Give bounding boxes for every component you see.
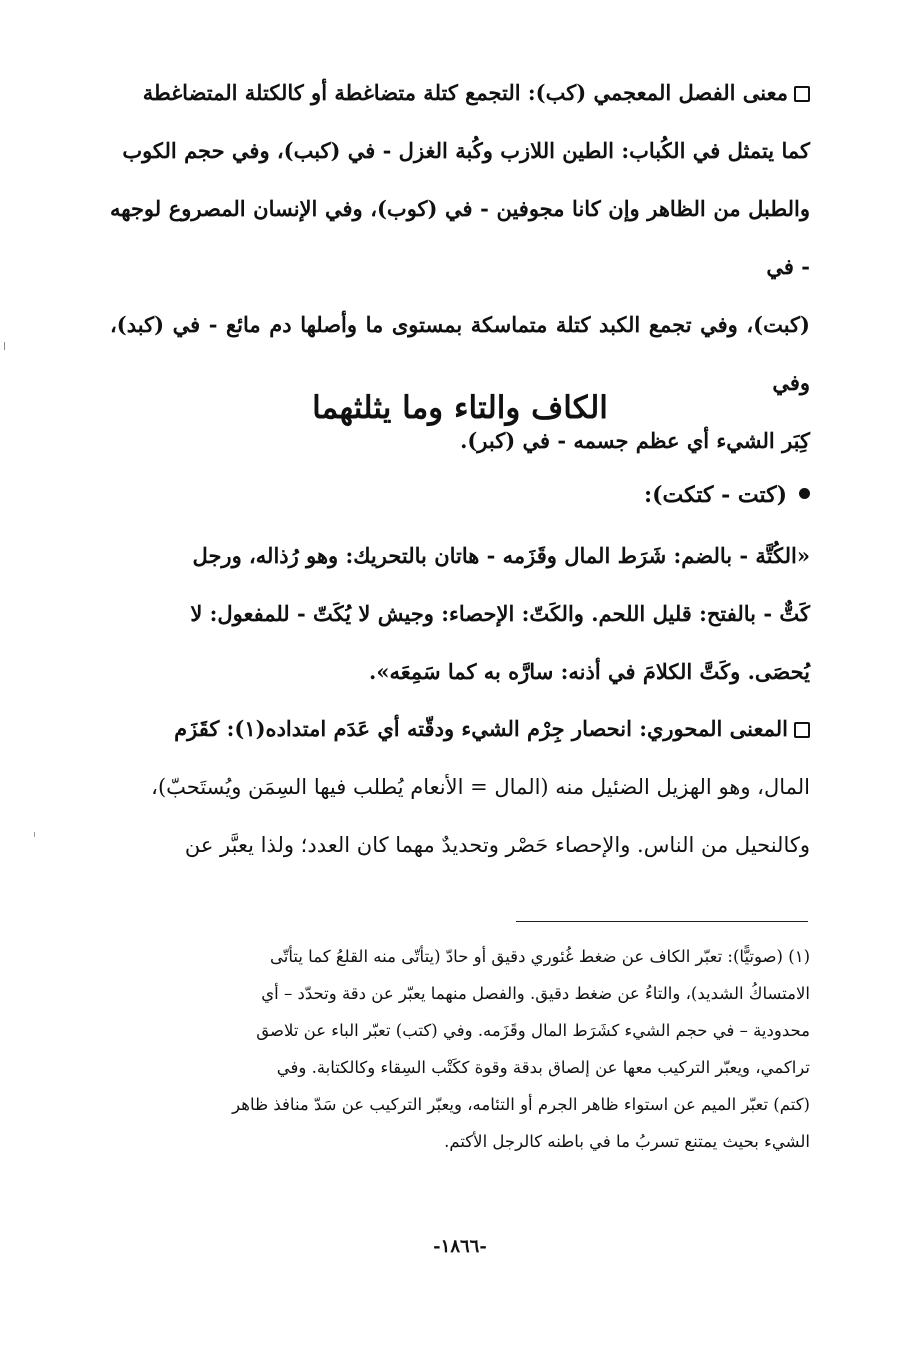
intro-line: كما يتمثل في الكُباب: الطين اللازب وكُبة الغزل - في (كبب)، وفي حجم الكوب xyxy=(122,138,810,163)
footnote-separator xyxy=(516,921,808,922)
footnote-line: محدودية – في حجم الشيء كشَرَط المال وقَزَمه. وفي (كتب) تعبّر الباء عن تلاصق xyxy=(256,1021,810,1040)
intro-line: (كبت)، وفي تجمع الكبد كتلة متماسكة بمستوى ما وأصلها دم مائع - في (كبد)، وفي xyxy=(110,312,810,395)
footnote-line: (١) (صوتيًّا): تعبّر الكاف عن ضغط غُئوري دقيق أو حادّ (يتأتّى منه القلعُ كما يتأتّى xyxy=(269,947,810,966)
quote-line: يُحصَى. وكَتَّ الكلامَ في أذنه: سارَّه به كما سَمِعَه». xyxy=(369,659,810,684)
page-number: -١٨٦٦- xyxy=(433,1236,487,1257)
square-bullet-icon xyxy=(794,86,810,102)
meaning-line: المعنى المحوري: انحصار جِرْم الشيء ودقّته أي عَدَم امتداده(١): كقَزَم xyxy=(110,700,810,758)
intro-line: معنى الفصل المعجمي (كب): التجمع كتلة متضاغطة أو كالكتلة المتضاغطة xyxy=(110,64,810,122)
margin-mark xyxy=(34,832,38,837)
footnote-line: (كتم) تعبّر الميم عن استواء ظاهر الجرم أو التئامه، ويعبّر التركيب عن سَدّ منافذ ظاهر xyxy=(232,1095,810,1114)
meaning-line: المال، وهو الهزيل الضئيل منه (المال = الأنعام يُطلب فيها السِمَن ويُستَحبّ)، xyxy=(151,775,810,799)
margin-mark xyxy=(4,342,9,350)
meaning-line: وكالنحيل من الناس. والإحصاء حَصْر وتحديدٌ مهما كان العدد؛ ولذا يعبَّر عن xyxy=(184,833,810,857)
footnote xyxy=(110,938,810,1160)
footnote-line: الامتساكُ الشديد)، والتاءُ عن ضغط دقيق. والفصل منهما يعبّر عن دقة وتحدّد – أي xyxy=(261,984,810,1003)
section-heading: الكاف والتاء وما يثلثهما xyxy=(312,390,608,426)
entry-quote xyxy=(110,527,810,701)
footnote-line: الشيء بحيث يمتنع تسربُ ما في باطنه كالرجل الأكتم. xyxy=(444,1132,810,1151)
entry-title: (كتت - كتكت): xyxy=(110,482,810,508)
square-bullet-icon xyxy=(794,722,810,738)
quote-line: «الكُتَّة - بالضم: شَرَط المال وقَزَمه - هاتان بالتحريك: وهو رُذاله، ورجل xyxy=(192,543,810,568)
bullet-icon xyxy=(799,488,810,499)
footnote-line: تراكمي، ويعبّر التركيب معها عن إلصاق بدقة وقوة ككَتْب السِقاء وكالكتابة. وفي xyxy=(276,1058,810,1077)
intro-line: والطبل من الظاهر وإن كانا مجوفين - في (كوب)، وفي الإنسان المصروع لوجهه - في xyxy=(110,196,810,279)
intro-line: كِبَر الشيء أي عظم جسمه - في (كبر). xyxy=(460,428,810,453)
quote-line: كَتٌّ - بالفتح: قليل اللحم. والكَتّ: الإحصاء: وجيش لا يُكَتّ - للمفعول: لا xyxy=(190,601,810,626)
core-meaning-paragraph xyxy=(110,700,810,874)
